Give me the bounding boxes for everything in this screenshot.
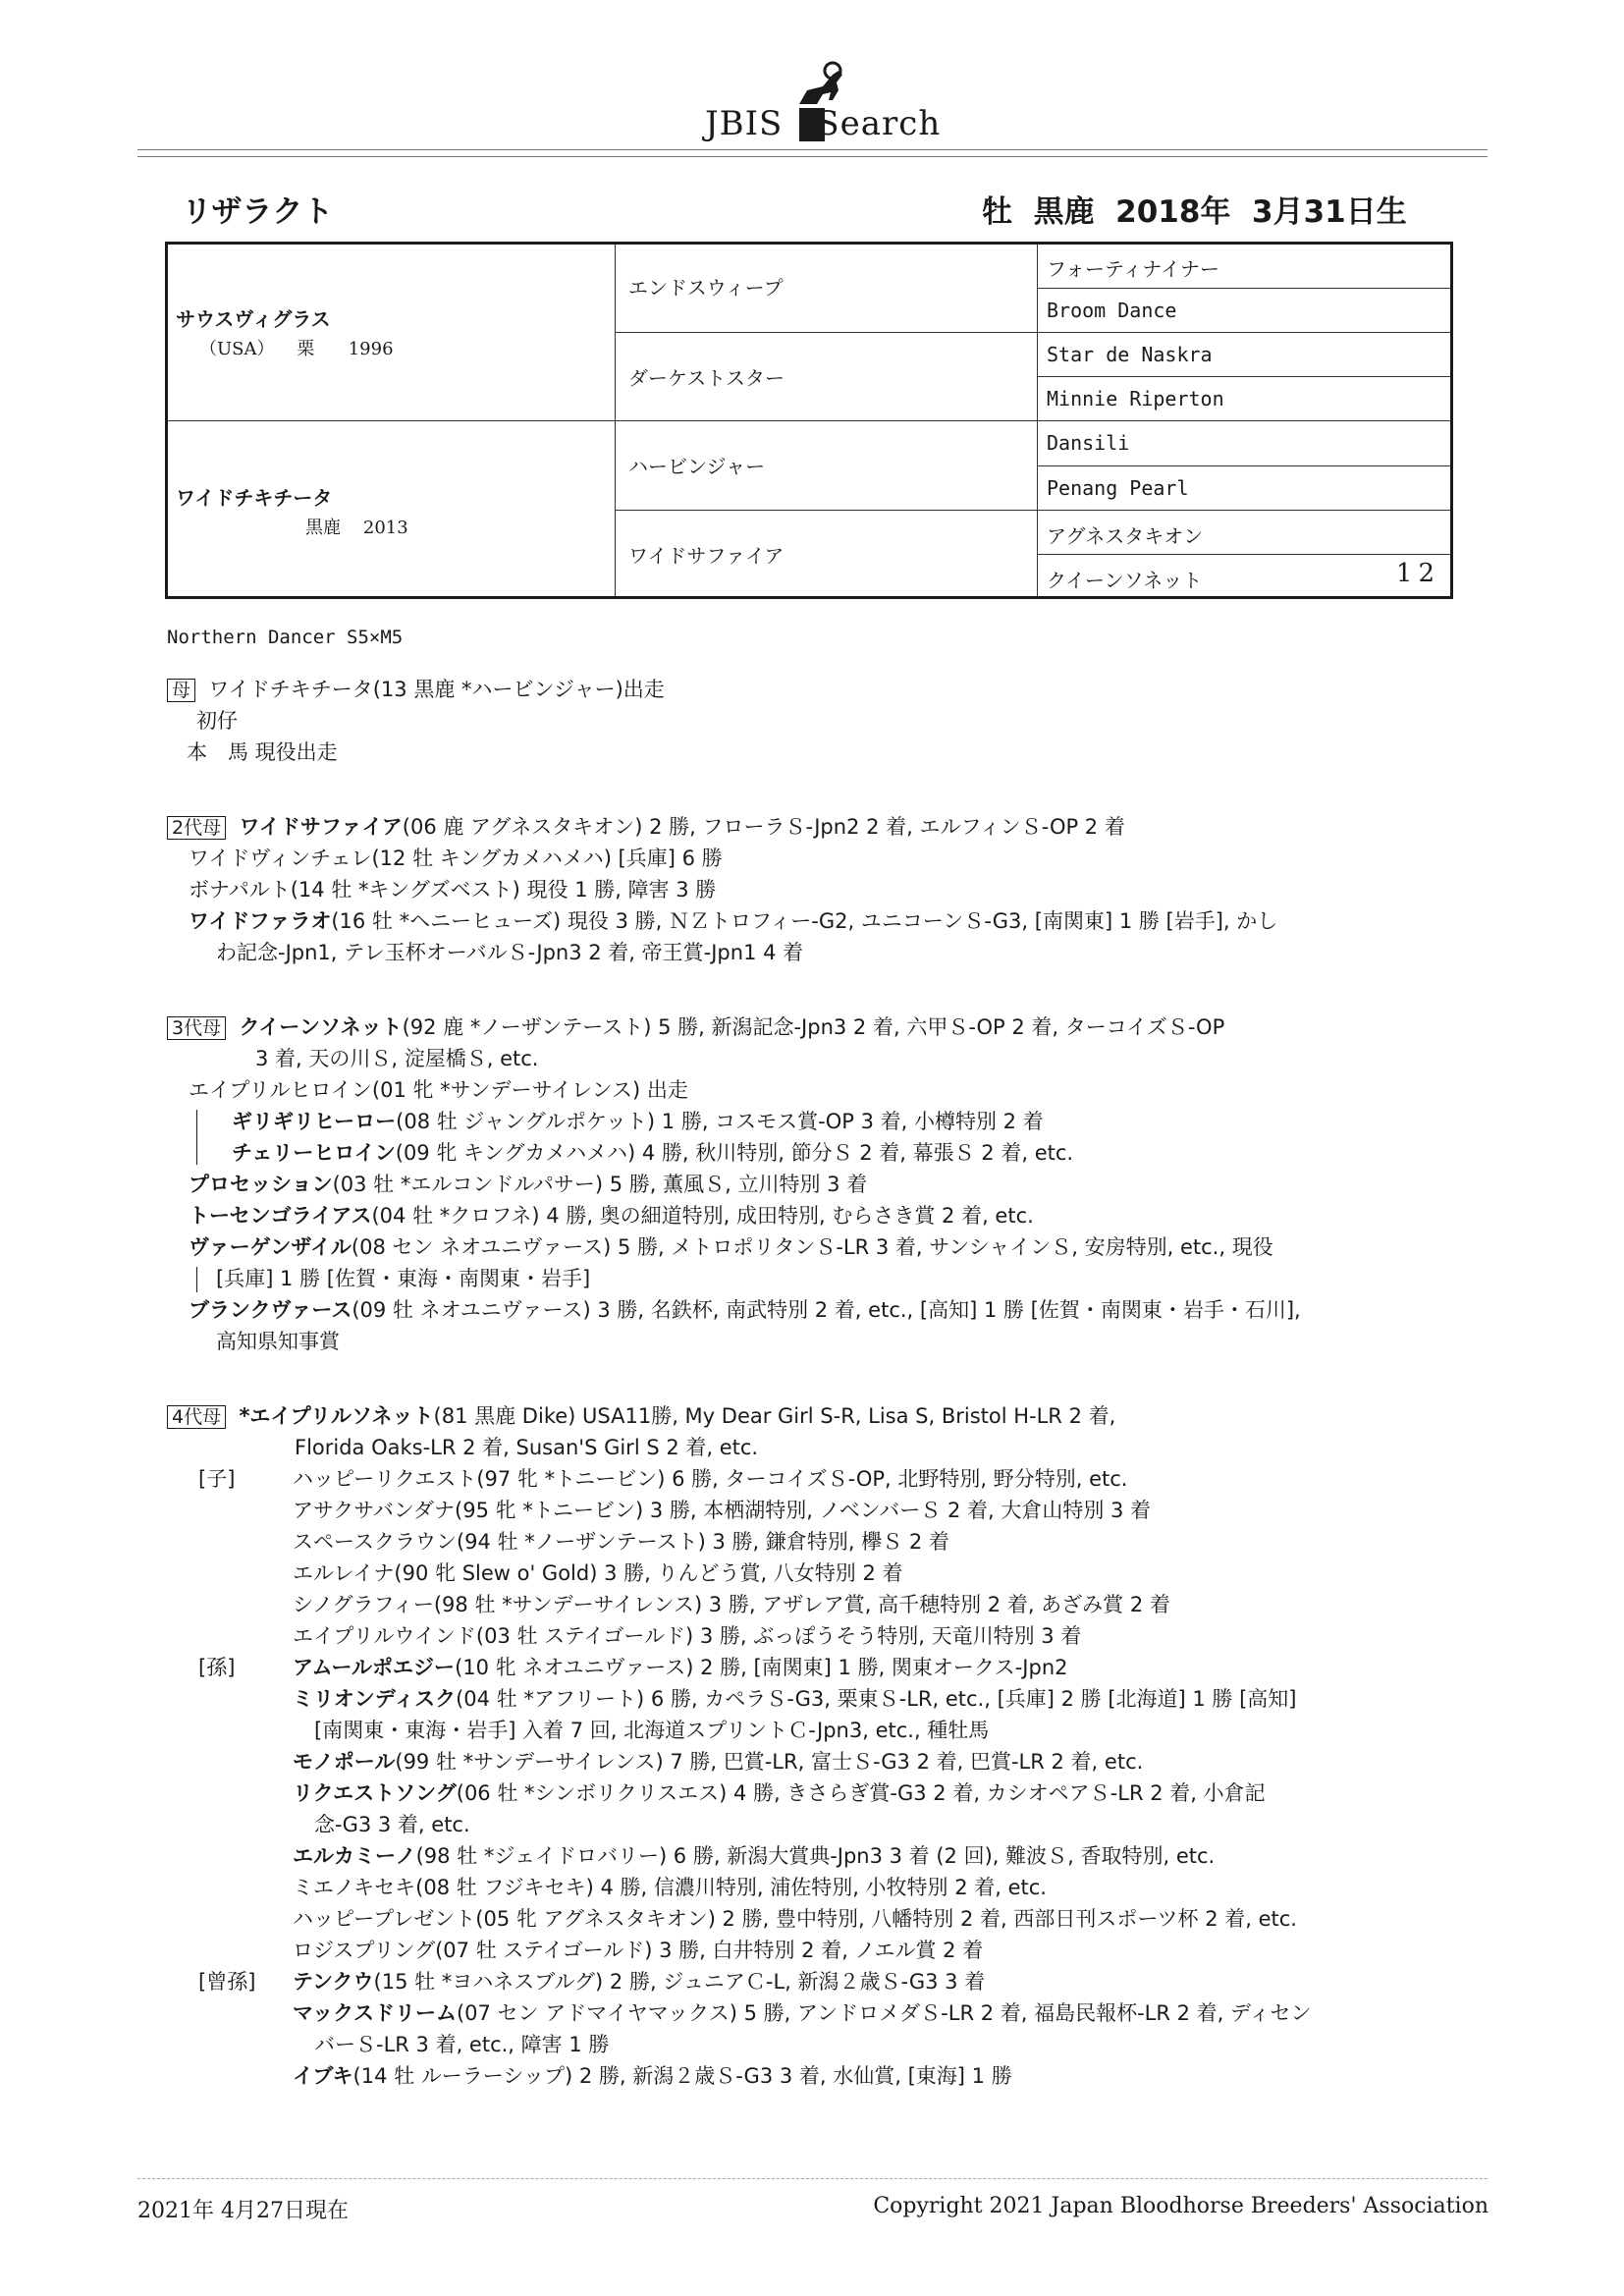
great-grandchild-line-cont: バーＳ-LR 3 着, etc., 障害 1 勝	[314, 2033, 610, 2056]
pedigree-gen3-cell	[1037, 333, 1450, 377]
as-of-date: 2021年 4月27日現在	[137, 2199, 349, 2223]
dam-desc: 黒鹿 2013	[305, 518, 408, 538]
offspring-name: チェリーヒロイン	[232, 1141, 396, 1165]
offspring-name: トーセンゴライアス	[189, 1204, 372, 1228]
child-line: シノグラフィー(98 牡 *サンデーサイレンス) 3 勝, アザレア賞, 高千穂特別 2 着, あざみ賞 2 着	[293, 1593, 1170, 1616]
inbreeding-note: Northern Dancer S5×M5	[167, 627, 404, 648]
pedigree-table	[165, 242, 1453, 599]
family-number: 12	[1395, 559, 1440, 588]
horse-info: 牡 黒鹿 2018年 3月31日生	[982, 194, 1407, 230]
gen3-name: Dansili	[1047, 431, 1130, 455]
child-line: エルレイナ(90 牝 Slew o' Gold) 3 勝, りんどう賞, 八女特別 2 着	[293, 1561, 903, 1585]
offspring-record: (98 牡 *ジェイドロバリー) 6 勝, 新潟大賞典-Jpn3 3 着 (2 回), 難波Ｓ, 香取特別, etc.	[415, 1844, 1216, 1868]
second-dam-offspring: ボナパルト(14 牡 *キングズベスト) 現役 1 勝, 障害 3 勝	[189, 878, 717, 902]
logo-text	[705, 104, 941, 143]
third-dam-offspring	[189, 1231, 1273, 1263]
pedigree-gen2-cell	[615, 511, 1037, 599]
offspring-record: (10 牝 ネオユニヴァース) 2 勝, [南関東] 1 勝, 関東オークス-Jpn2	[455, 1656, 1068, 1679]
second-dam-name: ワイドサファイア	[239, 815, 403, 839]
second-dam-record: (06 鹿 アグネスタキオン) 2 勝, フローラＳ-Jpn2 2 着, エルフィンＳ-OP 2 着	[402, 815, 1125, 839]
grandchild-line	[293, 1652, 1068, 1683]
great-grandchildren-label: [曾孫]	[198, 1970, 256, 1994]
gen3-name: フォーティナイナー	[1047, 257, 1219, 281]
third-dam-offspring	[189, 1200, 1034, 1231]
offspring-name: プロセッション	[189, 1173, 333, 1196]
pedigree-gen3-cell	[1037, 421, 1450, 466]
offspring-record: (04 牡 *アフリート) 6 勝, カペラＳ-G3, 栗東Ｓ-LR, etc., [兵庫] 2 勝 [北海道] 1 勝 [高知]	[456, 1687, 1297, 1711]
offspring-record: (03 牡 *エルコンドルパサー) 5 勝, 薫風Ｓ, 立川特別 3 着	[332, 1173, 868, 1196]
sire-desc: （USA） 栗 1996	[199, 339, 394, 359]
pedigree-gen3	[1037, 245, 1450, 596]
third-dam-record-cont: 3 着, 天の川Ｓ, 淀屋橋Ｓ, etc.	[255, 1047, 539, 1070]
fourth-dam-heading	[167, 1400, 1115, 1432]
sire-name: サウスヴィグラス	[176, 307, 331, 331]
third-dam-tag: 3代母	[167, 1016, 226, 1040]
fourth-dam-record-cont: Florida Oaks-LR 2 着, Susan'S Girl S 2 着, etc.	[295, 1436, 759, 1459]
great-grandchild-line	[293, 2060, 1012, 2092]
offspring-name: マックスドリーム	[293, 2001, 457, 2025]
offspring-name: アムールポエジー	[293, 1656, 456, 1679]
grandchild-line: ハッピープレゼント(05 牝 アグネスタキオン) 2 勝, 豊中特別, 八幡特別 2 着, 西部日刊スポーツ杯 2 着, etc.	[293, 1907, 1297, 1931]
pedigree-dam-cell	[168, 421, 615, 599]
offspring-name: テンクウ	[293, 1970, 374, 1994]
third-dam-grand-offspring	[232, 1106, 1044, 1137]
lineage-bar	[196, 1110, 197, 1165]
offspring-record: (14 牡 ルーラーシップ) 2 勝, 新潟２歳Ｓ-G3 3 着, 水仙賞, [東海] 1 勝	[352, 2064, 1012, 2088]
offspring-name: エルカミーノ	[293, 1844, 416, 1868]
grandchild-line-cont: [南関東・東海・岩手] 入着 7 回, 北海道スプリントＣ-Jpn3, etc., 種牡馬	[314, 1719, 990, 1742]
gen2-name: ダーケストスター	[628, 366, 785, 390]
gen3-name: Star de Naskra	[1047, 343, 1213, 366]
third-dam-offspring	[189, 1169, 867, 1200]
third-dam-record: (92 鹿 *ノーザンテースト) 5 勝, 新潟記念-Jpn3 2 着, 六甲Ｓ-OP 2 着, ターコイズＳ-OP	[402, 1015, 1225, 1039]
third-dam-offspring-cont: 高知県知事賞	[216, 1330, 340, 1353]
children-label: [子]	[198, 1467, 236, 1491]
fourth-dam-name: *エイプリルソネット	[239, 1404, 434, 1428]
second-dam-heading	[167, 811, 1125, 843]
logo-text-search: Search	[816, 104, 942, 143]
footer-rule	[137, 2178, 1488, 2179]
great-grandchild-line	[293, 1966, 985, 1997]
second-dam-offspring: ワイドヴィンチェレ(12 牡 キングカメハメハ) [兵庫] 6 勝	[189, 847, 723, 870]
pedigree-gen3-cell	[1037, 555, 1450, 599]
pedigree-gen1	[168, 245, 616, 596]
dam-section-line	[167, 674, 665, 705]
pedigree-gen3-cell	[1037, 289, 1450, 333]
dam-section-text: 初仔	[196, 709, 238, 733]
offspring-name: ワイドファラオ	[189, 909, 332, 933]
third-dam-offspring	[189, 1294, 1301, 1326]
lineage-bar	[196, 1267, 197, 1292]
pedigree-gen2-cell	[615, 421, 1037, 511]
pedigree-gen2	[615, 245, 1038, 596]
gen3-name: クイーンソネット	[1047, 569, 1203, 592]
second-dam-offspring	[189, 905, 1277, 937]
child-line: アサクサバンダナ(95 牝 *トニービン) 3 勝, 本栖湖特別, ノベンバーＳ 2 着, 大倉山特別 3 着	[293, 1499, 1152, 1522]
gen2-name: ハービンジャー	[628, 455, 766, 478]
offspring-record: (15 牡 *ヨハネスブルグ) 2 勝, ジュニアＣ-L, 新潟２歳Ｓ-G3 3 着	[373, 1970, 986, 1994]
pedigree-gen2-cell	[615, 245, 1037, 333]
second-dam-offspring-cont: わ記念-Jpn1, テレ玉杯オーバルＳ-Jpn3 2 着, 帝王賞-Jpn1 4 着	[216, 941, 804, 964]
offspring-record: (09 牝 キングカメハメハ) 4 勝, 秋川特別, 節分Ｓ 2 着, 幕張Ｓ 2 着, etc.	[395, 1141, 1074, 1165]
offspring-name: イブキ	[293, 2064, 353, 2088]
dam-name: ワイドチキチータ	[176, 486, 333, 510]
gen2-name: ワイドサファイア	[628, 544, 785, 568]
gen3-name: アグネスタキオン	[1047, 524, 1204, 548]
great-grandchild-line	[293, 1997, 1311, 2029]
third-dam-offspring-cont: [兵庫] 1 勝 [佐賀・東海・南関東・岩手]	[216, 1267, 591, 1290]
dam-section-text: ワイドチキチータ(13 黒鹿 *ハービンジャー)出走	[208, 678, 665, 701]
copyright: Copyright 2021 Japan Bloodhorse Breeders' Association	[873, 2194, 1489, 2218]
fourth-dam-tag: 4代母	[167, 1405, 226, 1429]
child-line: エイプリルウインド(03 牡 ステイゴールド) 3 勝, ぶっぽうそう特別, 天竜川特別 3 着	[293, 1624, 1082, 1648]
grandchild-line	[293, 1777, 1266, 1809]
grandchild-line	[293, 1746, 1143, 1777]
offspring-name: ギリギリヒーロー	[232, 1110, 397, 1133]
second-dam-tag: 2代母	[167, 816, 226, 840]
offspring-record: (08 牡 ジャングルポケット) 1 勝, コスモス賞-OP 3 着, 小樽特別 2 着	[396, 1110, 1044, 1133]
third-dam-offspring: エイプリルヒロイン(01 牝 *サンデーサイレンス) 出走	[189, 1078, 688, 1102]
grandchild-line	[293, 1683, 1297, 1715]
third-dam-grand-offspring	[232, 1137, 1073, 1169]
gen2-name: エンドスウィープ	[628, 276, 784, 300]
third-dam-heading	[167, 1011, 1224, 1043]
jbis-search-logo	[677, 61, 972, 149]
pedigree-gen3-cell	[1037, 245, 1450, 289]
offspring-name: リクエストソング	[293, 1781, 457, 1805]
child-line: ハッピーリクエスト(97 牝 *トニービン) 6 勝, ターコイズＳ-OP, 北野特別, 野分特別, etc.	[293, 1467, 1128, 1491]
gen3-name: Broom Dance	[1047, 299, 1177, 322]
gen3-name: Penang Pearl	[1047, 476, 1189, 500]
pedigree-gen3-cell	[1037, 377, 1450, 421]
offspring-record: (06 牡 *シンボリクリスエス) 4 勝, きさらぎ賞-G3 2 着, カシオペアＳ-LR 2 着, 小倉記	[456, 1781, 1266, 1805]
header-rule	[137, 149, 1488, 157]
grandchild-line: ロジスプリング(07 牡 ステイゴールド) 3 勝, 白井特別 2 着, ノエル賞 2 着	[293, 1939, 984, 1962]
offspring-record: (04 牡 *クロフネ) 4 勝, 奥の細道特別, 成田特別, むらさき賞 2 着, etc.	[371, 1204, 1034, 1228]
dam-section-text: 本 馬 現役出走	[187, 740, 338, 764]
third-dam-name: クイーンソネット	[239, 1015, 403, 1039]
offspring-record: (16 牡 *ヘニーヒューズ) 現役 3 勝, ＮＺトロフィー-G2, ユニコーンＳ-G3, [南関東] 1 勝 [岩手], かし	[331, 909, 1278, 933]
pedigree-sire-cell	[168, 245, 615, 421]
offspring-name: モノポール	[293, 1750, 396, 1774]
offspring-record: (08 セン ネオユニヴァース) 5 勝, メトロポリタンＳ-LR 3 着, サンシャインＳ, 安房特別, etc., 現役	[351, 1235, 1273, 1259]
offspring-name: ブランクヴァース	[189, 1298, 352, 1322]
grandchild-line-cont: 念-G3 3 着, etc.	[314, 1813, 470, 1836]
grandchild-line: ミエノキセキ(08 牡 フジキセキ) 4 勝, 信濃川特別, 浦佐特別, 小牧特別 2 着, etc.	[293, 1876, 1047, 1899]
offspring-record: (09 牡 ネオユニヴァース) 3 勝, 名鉄杯, 南武特別 2 着, etc., [高知] 1 勝 [佐賀・南関東・岩手・石川],	[352, 1298, 1301, 1322]
offspring-name: ヴァーゲンザイル	[189, 1235, 352, 1259]
grandchild-line	[293, 1840, 1215, 1872]
logo-text-jbis: JBIS	[705, 104, 784, 143]
child-line: スペースクラウン(94 牡 *ノーザンテースト) 3 勝, 鎌倉特別, 欅Ｓ 2 着	[293, 1530, 949, 1554]
fourth-dam-record: (81 黒鹿 Dike) USA11勝, My Dear Girl S-R, Lisa S, Bristol H-LR 2 着,	[433, 1404, 1116, 1428]
offspring-record: (07 セン アドマイヤマックス) 5 勝, アンドロメダＳ-LR 2 着, 福島民報杯-LR 2 着, ディセン	[456, 2001, 1312, 2025]
grandchildren-label: [孫]	[198, 1656, 236, 1679]
horse-name: リザラクト	[182, 194, 334, 230]
pedigree-gen3-cell	[1037, 511, 1450, 555]
pedigree-gen3-cell	[1037, 466, 1450, 511]
offspring-record: (99 牡 *サンデーサイレンス) 7 勝, 巴賞-LR, 富士Ｓ-G3 2 着, 巴賞-LR 2 着, etc.	[395, 1750, 1144, 1774]
offspring-name: ミリオンディスク	[293, 1687, 457, 1711]
dam-tag: 母	[167, 679, 195, 702]
pedigree-gen2-cell	[615, 333, 1037, 421]
gen3-name: Minnie Riperton	[1047, 387, 1224, 410]
